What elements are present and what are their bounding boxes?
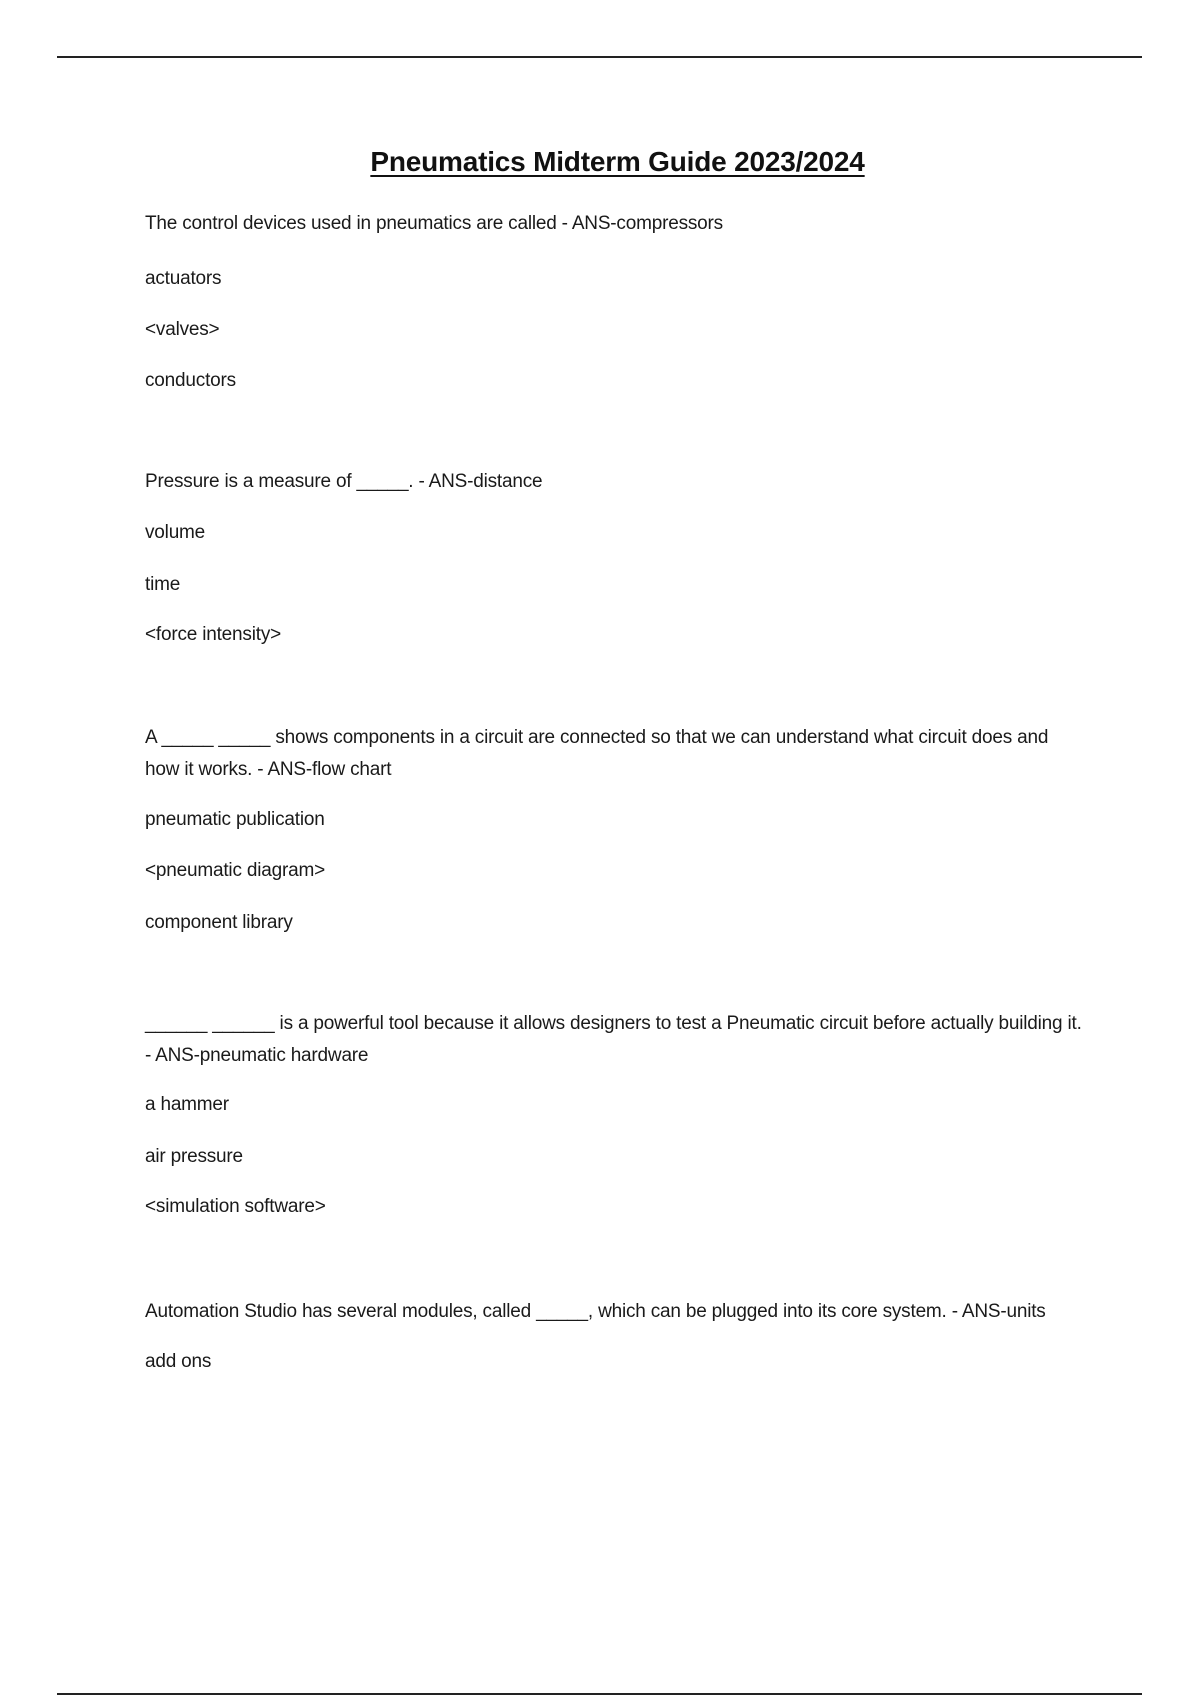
question-block-1 — [145, 208, 1085, 393]
answer-option: air pressure — [145, 1146, 243, 1167]
question-text: Automation Studio has several modules, called _____, which can be plugged into its core system. - ANS-units — [145, 1301, 1046, 1322]
question-block-3 — [145, 722, 1085, 935]
answer-option: component library — [145, 912, 293, 933]
answer-option: <force intensity> — [145, 624, 282, 645]
question-text: A _____ _____ shows components in a circuit are connected so that we can understand what circuit does and how it works. - ANS-flow chart — [145, 727, 1049, 780]
document-title: Pneumatics Midterm Guide 2023/2024 — [370, 146, 865, 177]
answer-option: volume — [145, 522, 206, 543]
answer-option: add ons — [145, 1351, 212, 1372]
question-text: The control devices used in pneumatics are called - ANS-compressors — [145, 213, 723, 234]
answer-option: a hammer — [145, 1094, 229, 1115]
answer-option: actuators — [145, 268, 222, 289]
question-text: ______ ______ is a powerful tool because it allows designers to test a Pneumatic circuit before actually building it. - ANS-pneumatic hardware — [145, 1013, 1082, 1066]
question-block-4 — [145, 1008, 1085, 1219]
bottom-divider — [57, 1693, 1142, 1695]
top-divider — [57, 56, 1142, 58]
question-block-2 — [145, 466, 1085, 647]
answer-option: time — [145, 574, 181, 595]
answer-option: pneumatic publication — [145, 809, 325, 830]
answer-option: <simulation software> — [145, 1196, 326, 1217]
answer-option: <pneumatic diagram> — [145, 860, 325, 881]
answer-option: <valves> — [145, 319, 220, 340]
question-block-5 — [145, 1296, 1085, 1374]
answer-option: conductors — [145, 370, 236, 391]
question-text: Pressure is a measure of _____. - ANS-distance — [145, 471, 543, 492]
